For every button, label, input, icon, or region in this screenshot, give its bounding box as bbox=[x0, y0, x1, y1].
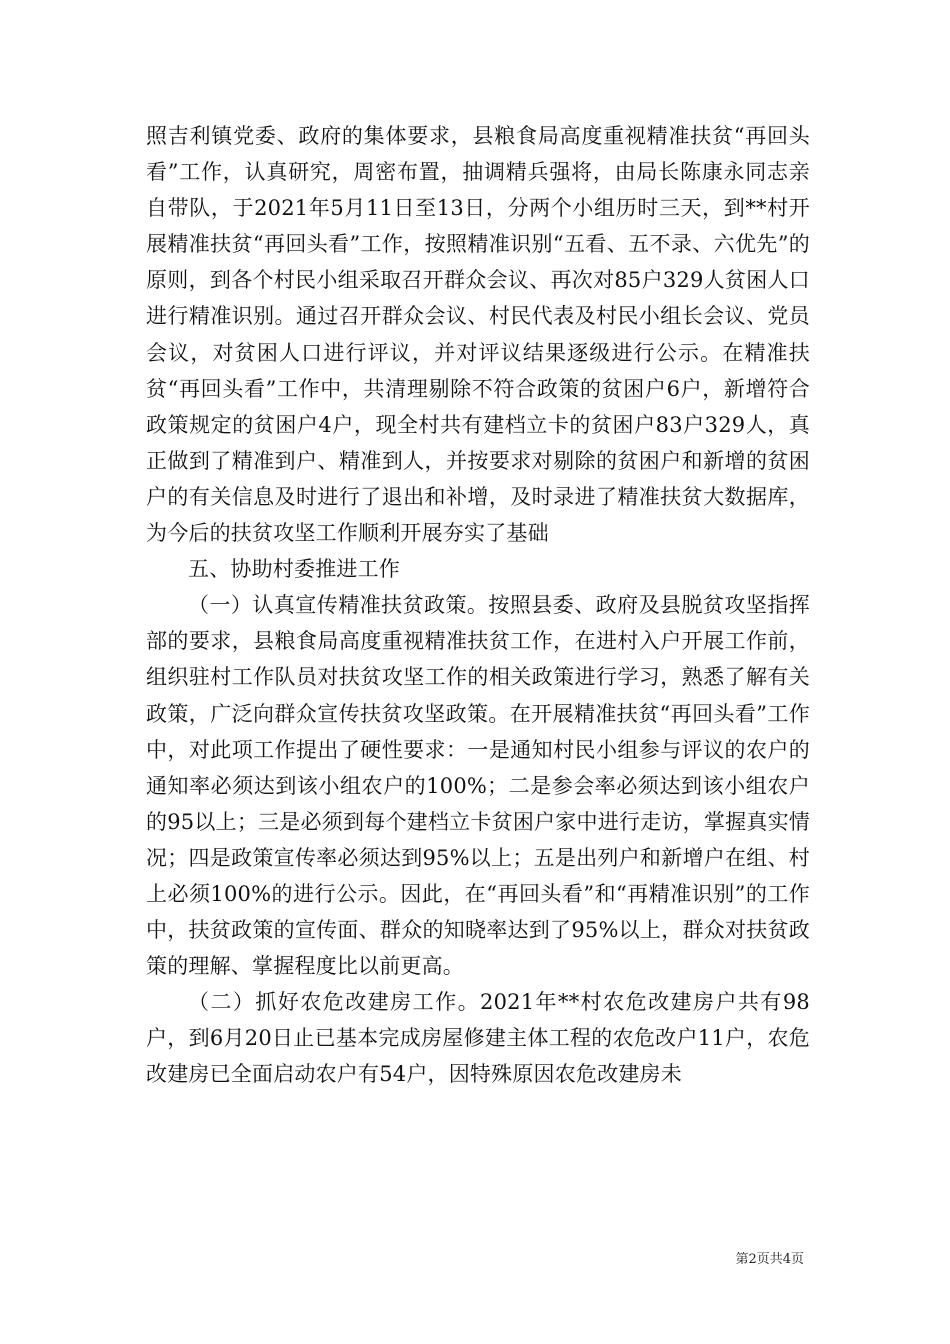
section-heading: 五、协助村委推进工作 bbox=[188, 557, 400, 582]
paragraph-policy-publicity: （一）认真宣传精准扶贫政策。按照县委、政府及县脱贫攻坚指挥部的要求，县粮食局高度重视精准扶贫工作，在进村入户开展工作前，组织驻村工作队员对扶贫攻坚工作的相关政策进行学习，熟悉了解有关政策，广泛向群众宣传扶贫攻坚政策。在开展精准扶贫“再回头看”工作中，对此项工作提出了硬性要求：一是通知村民小组参与评议的农户的通知率必须达到该小组农户的100%；二是参会率必须达到该小组农户的95以上；三是必须到每个建档立卡贫困户家中进行走访，掌握真实情况；四是政策宣传率必须达到95%以上；五是出列户和新增户在组、村上必须100%的进行公示。因此，在“再回头看”和“再精准识别”的工作中，扶贫政策的宣传面、群众的知晓率达到了95%以上，群众对扶贫政策的理解、掌握程度比以前更高。 bbox=[146, 593, 810, 979]
paragraph-housing-renovation: （二）抓好农危改建房工作。2021年**村农危改建房户共有98户，到6月20日止已基本完成房屋修建主体工程的农危改户11户，农危改建房已全面启动农户有54户，因特殊原因农危改建房未 bbox=[146, 990, 810, 1087]
document-body bbox=[146, 118, 810, 1093]
page-number-footer: 第2页共4页 bbox=[735, 1252, 804, 1267]
paragraph-continuation: 照吉利镇党委、政府的集体要求，县粮食局高度重视精准扶贫“再回头看”工作，认真研究，周密布置，抽调精兵强将，由局长陈康永同志亲自带队，于2021年5月11日至13日，分两个小组历时三天，到**村开展精准扶贫“再回头看”工作，按照精准识别“五看、五不录、六优先”的原则，到各个村民小组采取召开群众会议、再次对85户329人贫困人口进行精准识别。通过召开群众会议、村民代表及村民小组长会议、党员会议，对贫困人口进行评议，并对评议结果逐级进行公示。在精准扶贫“再回头看”工作中，共清理剔除不符合政策的贫困户6户，新增符合政策规定的贫困户4户，现全村共有建档立卡的贫困户83户329人，真正做到了精准到户、精准到人，并按要求对剔除的贫困户和新增的贫困户的有关信息及时进行了退出和补增，及时录进了精准扶贫大数据库，为今后的扶贫攻坚工作顺利开展夯实了基础 bbox=[146, 124, 810, 546]
